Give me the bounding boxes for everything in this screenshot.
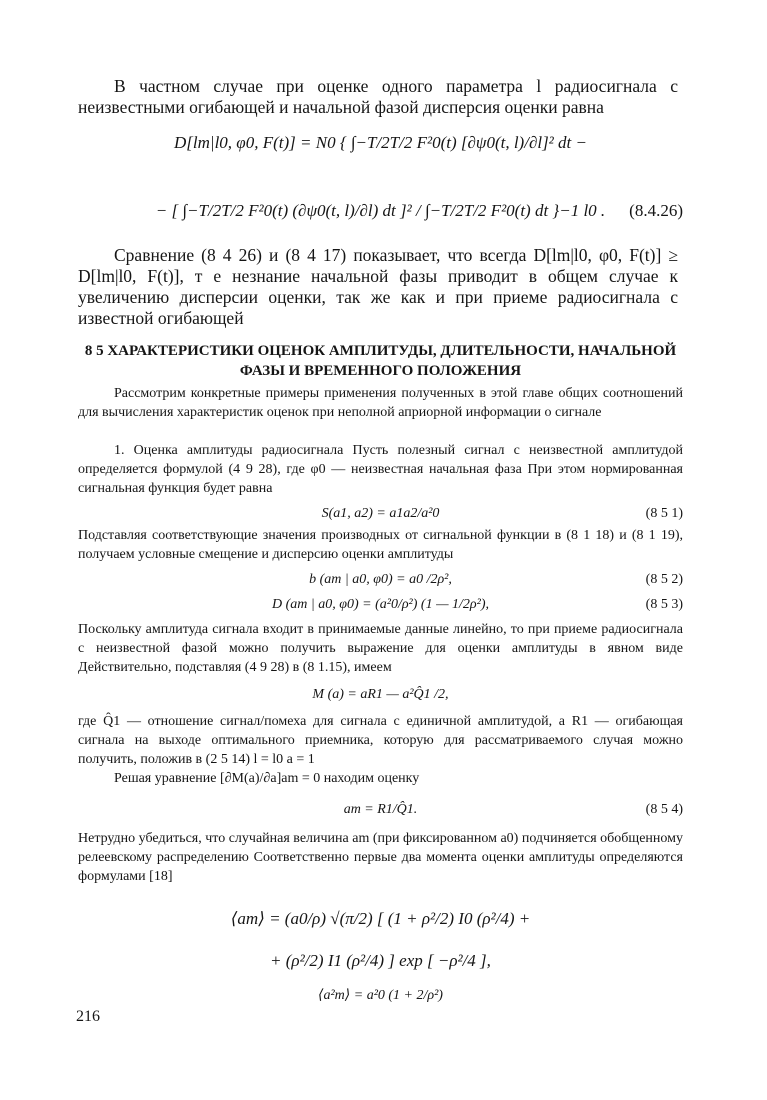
- equation-text: D (am | a0, φ0) = (a²0/ρ²) (1 — 1/2ρ²),: [272, 597, 489, 612]
- equation-8-4-26-line-2: [78, 200, 683, 222]
- equation-number: (8 5 2): [645, 572, 683, 587]
- equation-mean-line-1: [78, 908, 683, 930]
- equation-8-5-3: [78, 596, 683, 614]
- equation-text: + (ρ²/2) I1 (ρ²/4) ] exp [ −ρ²/4 ],: [270, 951, 491, 970]
- equation-8-5-2: [78, 571, 683, 589]
- equation-text: S(a1, a2) = a1a2/a²0: [321, 506, 440, 521]
- paragraph-easy: Нетрудно убедиться, что случайная величина am (при фиксированном a0) подчиняется обобщенному релеевскому распределению Соответственно первые два момента оценки амплитуды определяются формулами [18]: [78, 831, 683, 884]
- paragraph-amplitude-estimate: 1. Оценка амплитуды радиосигнала Пусть полезный сигнал с неизвестной амплитудой определяется формулой (4 9 28), где φ0 — неизвестная начальная фаза При этом нормированная сигнальная функция будет равна: [78, 443, 683, 496]
- equation-text: M (a) = aR1 — a²Q̂1 /2,: [312, 687, 449, 702]
- paragraph-solving: Решая уравнение [∂M(a)/∂a]am = 0 находим оценку: [114, 771, 420, 786]
- equation-8-5-1: [78, 505, 683, 523]
- intro-paragraph: В частном случае при оценке одного параметра l радиосигнала с неизвестными огибающей и начальной фазой дисперсия оценки равна: [78, 76, 678, 117]
- paragraph-consider: Рассмотрим конкретные примеры применения полученных в этой главе общих соотношений для вычисления характеристик оценок при неполной априорной информации о сигнале: [78, 386, 683, 420]
- equation-second-moment: [78, 987, 683, 1005]
- paragraph-since: Поскольку амплитуда сигнала входит в принимаемые данные линейно, то при приеме радиосигнала с неизвестной фазой можно получить выражение для оценки амплитуды в явном виде Действительно, подставляя (4 9 28) в (8 1.15), имеем: [78, 622, 683, 675]
- equation-number: (8 5 3): [645, 597, 683, 612]
- equation-text: ⟨am⟩ = (a0/ρ) √(π/2) [ (1 + ρ²/2) I0 (ρ²/4) +: [230, 909, 531, 928]
- equation-number: (8 5 4): [645, 802, 683, 817]
- equation-text: b (am | a0, φ0) = a0 /2ρ²,: [309, 572, 452, 587]
- comparison-paragraph: Сравнение (8 4 26) и (8 4 17) показывает, что всегда D[lm|l0, φ0, F(t)] ≥ D[lm|l0, F(t)], т е незнание начальной фазы приводит в общем случае к увеличению дисперсии оценки, так же как и при приеме радиосигнала с известной огибающей: [78, 245, 678, 328]
- equation-M: [78, 686, 683, 704]
- paragraph-substituting: Подставляя соответствующие значения производных от сигнальной функции в (8 1 18) и (8 1 19), получаем условные смещение и дисперсию оценки амплитуды: [78, 528, 683, 562]
- equation-number: (8 5 1): [645, 506, 683, 521]
- paragraph-where: где Q̂1 — отношение сигнал/помеха для сигнала с единичной амплитудой, а R1 — огибающая сигнала на выходе оптимального приемника, которую для рассматриваемого случая можно получить, положив в (2 5 14) l = l0 a = 1: [78, 714, 683, 767]
- page-number: 216: [76, 1008, 100, 1025]
- equation-8-5-4: [78, 801, 683, 819]
- section-heading: 8 5 ХАРАКТЕРИСТИКИ ОЦЕНОК АМПЛИТУДЫ, ДЛИТЕЛЬНОСТИ, НАЧАЛЬНОЙ ФАЗЫ И ВРЕМЕННОГО ПОЛОЖЕНИЯ: [84, 343, 677, 379]
- equation-text: ⟨a²m⟩ = a²0 (1 + 2/ρ²): [318, 988, 443, 1003]
- equation-text: − [ ∫−T/2T/2 F²0(t) (∂ψ0(t, l)/∂l) dt ]² / ∫−T/2T/2 F²0(t) dt }−1 l0 .: [155, 201, 606, 220]
- equation-number: (8.4.26): [629, 201, 683, 220]
- equation-text: am = R1/Q̂1.: [343, 802, 418, 817]
- equation-text: D[lm|l0, φ0, F(t)] = N0 { ∫−T/2T/2 F²0(t) [∂ψ0(t, l)/∂l]² dt −: [174, 133, 587, 152]
- equation-8-4-26-line-1: [78, 132, 683, 154]
- equation-mean-line-2: [78, 950, 683, 972]
